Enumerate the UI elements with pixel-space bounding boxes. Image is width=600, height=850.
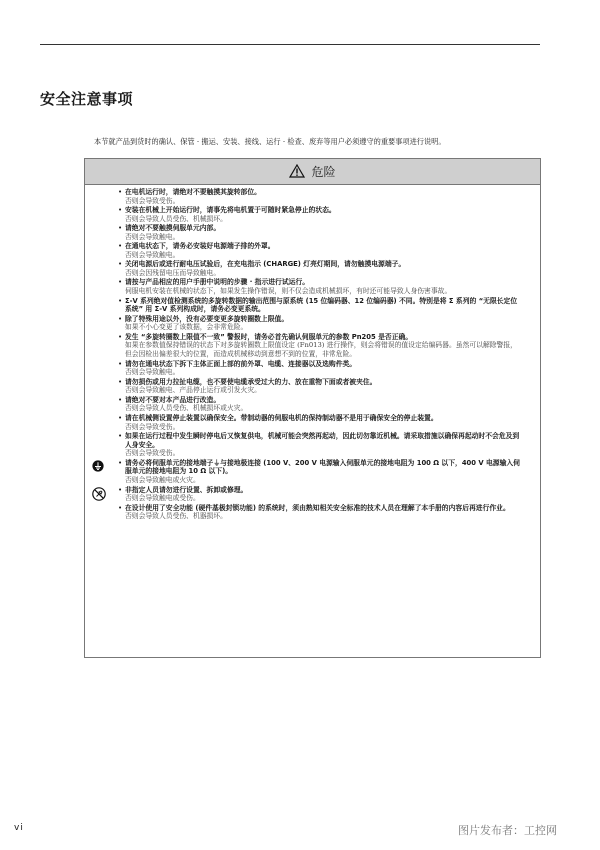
page-number: vi: [14, 823, 24, 833]
ground-terminal-icon: [92, 460, 104, 472]
page-title: 安全注意事项: [40, 90, 134, 108]
watermark: 图片发布者：工控网: [458, 824, 557, 837]
danger-list: [85, 188, 540, 522]
list-item: • 除了特殊用途以外，没有必要变更多旋转圈数上限值。 如果不小心变更了该数据，会非常危险。: [118, 314, 289, 332]
list-item: • 在电机运行时，请绝对不要触摸其旋转部位。 否则会导致受伤。: [118, 188, 261, 205]
list-item: • 在通电状态下，请务必安装好电源端子排的外罩。 否则会导致触电。: [118, 242, 275, 259]
danger-header: [85, 159, 540, 185]
list-item: • 请绝对不要对本产品进行改造。 否则会导致人员受伤、机械损坏或火灾。: [118, 395, 248, 413]
list-item: • 请绝对不要触摸伺服单元内部。 否则会导致触电。: [118, 224, 221, 241]
no-disassembly-icon: [92, 487, 106, 501]
list-item: • 请按与产品相应的用户手册中说明的步骤 · 指示进行试运行。 伺服电机安装在机械的状态下，如果发生操作错误，则不仅会造成机械损坏，有时还可能导致人身伤害事故。: [118, 278, 452, 296]
list-item: • Σ-V 系列绝对值检测系统的多旋转数据的输出范围与原系统 (15 位编码器、12 位编码器) 不同。特别是将 Σ 系列的 “无限长定位系统” 用 Σ-V 系列构成时，请务必变更系统。: [118, 296, 518, 314]
list-item: • 发生 “多旋转圈数上限值不一致” 警报时，请务必首先确认伺服单元的参数 Pn205 是否正确。 如果在参数值保持错误的状态下对多旋转圈数上限值设定 (Fn013) 进行操作，则会将错误的值设定给编码器。虽然可以解除警报，但会因检出偏差很大的位置，而造成机械移动到意想不到的位置，非常危险。: [118, 332, 517, 359]
list-item: • 请在机械侧设置停止装置以确保安全。带制动器的伺服电机的保持制动器不是用于确保安全的停止装置。 否则会导致受伤。: [118, 413, 438, 431]
top-divider: [40, 44, 540, 45]
intro-paragraph: 本节就产品到货时的确认、保管 · 搬运、安装、接线、运行 · 检查、废弃等用户必须遵守的重要事项进行说明。: [94, 137, 446, 146]
list-item: • 非指定人员请勿进行设置、拆卸或修理。 否则会导致触电或受伤。: [85, 486, 540, 503]
list-item: • 请勿在通电状态下拆下主体正面上部的前外罩、电缆、连接器以及选购件类。 否则会导致触电。: [118, 359, 357, 377]
warning-triangle-icon: [289, 164, 305, 178]
danger-box: [84, 158, 541, 658]
list-item: • 关闭电源后或进行耐电压试验后，在充电指示 (CHARGE) 灯亮灯期间，请勿触摸电源端子。 否则会因残留电压而导致触电。: [118, 260, 406, 278]
list-item: • 在设计使用了安全功能 (硬件基极封锁功能) 的系统时，须由熟知相关安全标准的技术人员在理解了本手册的内容后再进行作业。 否则会导致人员受伤、机器损坏。: [118, 503, 510, 521]
danger-label: 危险: [311, 165, 336, 179]
list-item: • 安装在机械上开始运行时，请事先将电机置于可随时紧急停止的状态。 否则会导致人员受伤、机械损坏。: [118, 206, 336, 223]
list-item: • 请勿损伤或用力拉扯电缆，也不要使电缆承受过大的力、放在重物下面或者被夹住。 否则会导致触电、产品停止运行或引发火灾。: [118, 377, 377, 395]
list-item: • 请务必将伺服单元的接地端子⏚与接地极连接 (100 V、200 V 电源输入伺服单元的接地电阻为 100 Ω 以下，400 V 电源输入伺服单元的接地电阻为 10 Ω 以下)。 否则会导致触电或火灾。: [85, 459, 540, 485]
list-item: • 如果在运行过程中发生瞬时停电后又恢复供电，机械可能会突然再起动，因此切勿靠近机械。请采取措施以确保再起动时不会危及到人身安全。 否则会导致受伤。: [118, 431, 520, 458]
